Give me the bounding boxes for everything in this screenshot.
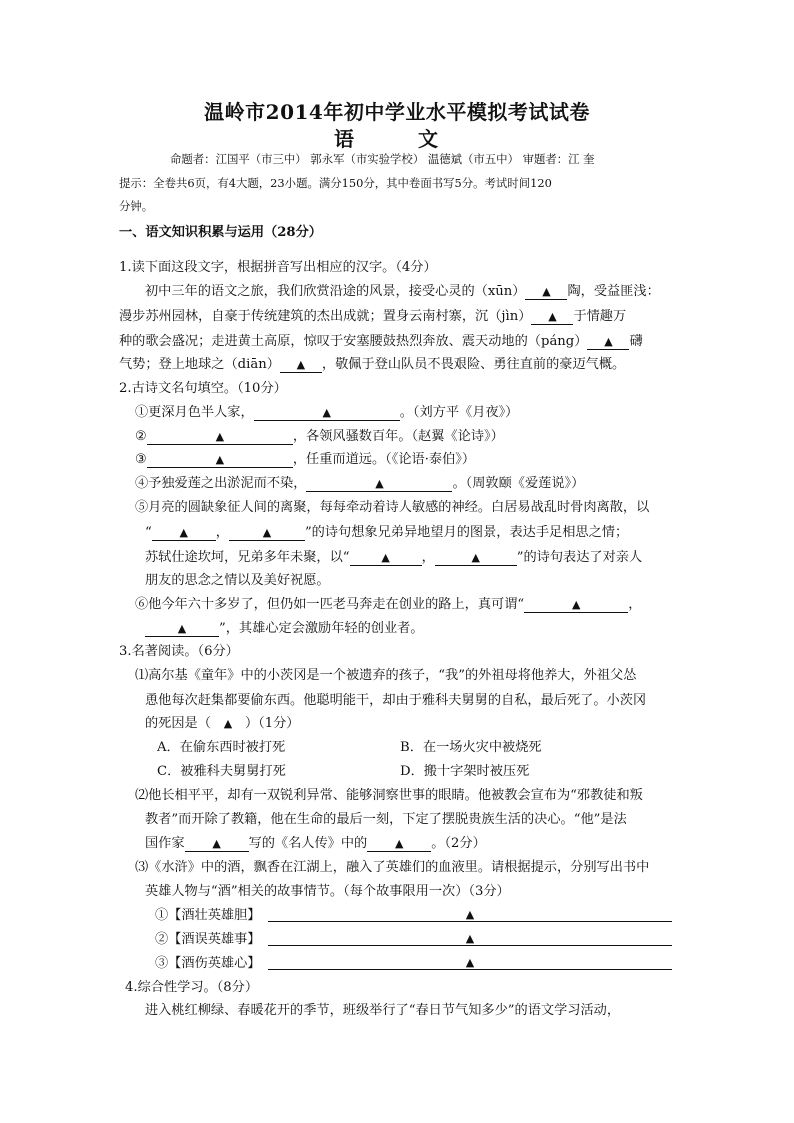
q4-heading: 4.综合性学习。（8分） bbox=[125, 980, 259, 995]
triangle-icon: ▲ bbox=[604, 335, 613, 348]
triangle-icon: ▲ bbox=[212, 837, 221, 850]
answer-line-1[interactable] bbox=[268, 907, 672, 922]
answer-blank[interactable] bbox=[350, 551, 422, 566]
q3-heading: 3.名著阅读。（6分） bbox=[119, 644, 239, 659]
q2-item-4: ④予独爱莲之出淤泥而不染， ▲ 。（周敦颐《爱莲说》） bbox=[135, 476, 585, 491]
authors-line: 命题者：江国平（市三中） 郭永军（市实验学校） 温德斌（市五中） 审题者：江 奎 bbox=[170, 152, 595, 166]
triangle-icon: ▲ bbox=[375, 477, 384, 490]
q2-item-5-line-2: “ ▲ ， ▲ ”的诗句想象兄弟异地望月的图景，表达手足相思之情； bbox=[145, 525, 629, 540]
triangle-icon: ▲ bbox=[179, 526, 188, 539]
q2-item-5-line-3: 苏轼仕途坎坷，兄弟多年未聚，以“ ▲ ， ▲ ”的诗句表达了对亲人 bbox=[145, 550, 643, 565]
answer-blank[interactable] bbox=[145, 622, 219, 637]
exam-title: 温岭市2014年初中学业水平模拟考试试卷 bbox=[204, 100, 590, 124]
answer-blank[interactable] bbox=[280, 358, 322, 373]
answer-blank[interactable] bbox=[531, 310, 573, 325]
answer-blank[interactable] bbox=[524, 598, 628, 613]
q3-part-1-line-3: 的死因是（ ▲ ）（1分） bbox=[145, 716, 300, 731]
triangle-icon: ▲ bbox=[465, 932, 475, 945]
q1-line-4: 气势；登上地球之（diān） ▲ ，敬佩于登山队员不畏艰险、勇往直前的豪迈气概。 bbox=[119, 357, 626, 372]
answer-blank[interactable] bbox=[367, 837, 431, 852]
q2-heading: 2.古诗文名句填空。（10分） bbox=[119, 381, 287, 396]
triangle-icon: ▲ bbox=[215, 430, 225, 443]
subject-title: 语 文 bbox=[334, 127, 460, 151]
triangle-icon: ▲ bbox=[395, 837, 404, 850]
answer-blank[interactable] bbox=[587, 335, 629, 350]
q2-item-1: ①更深月色半人家， ▲ 。（刘方平《月夜》） bbox=[135, 405, 519, 420]
triangle-icon: ▲ bbox=[215, 453, 225, 466]
triangle-icon: ▲ bbox=[296, 358, 306, 371]
triangle-icon: ▲ bbox=[542, 285, 551, 298]
triangle-icon: ▲ bbox=[262, 526, 272, 539]
triangle-icon: ▲ bbox=[322, 406, 331, 419]
triangle-icon: ▲ bbox=[571, 598, 581, 611]
answer-line-3[interactable] bbox=[268, 955, 672, 970]
q3-part-2-line-3: 国作家 ▲ 写的《名人传》中的 ▲ 。（2分） bbox=[145, 836, 486, 851]
triangle-icon: ▲ bbox=[471, 551, 480, 564]
q1-heading: 1.读下面这段文字，根据拼音写出相应的汉字。（4分） bbox=[119, 260, 437, 275]
answer-blank[interactable] bbox=[147, 430, 293, 445]
option-a: A．在偷东西时被打死 bbox=[157, 740, 286, 755]
triangle-icon: ▲ bbox=[223, 717, 233, 730]
q2-item-6-line-1: ⑥他今年六十多岁了，但仍如一匹老马奔走在创业的路上，真可谓“ ▲ ， bbox=[135, 597, 642, 612]
option-b: B．在一场火灾中被烧死 bbox=[400, 740, 542, 755]
option-c: C．被雅科夫舅舅打死 bbox=[157, 764, 286, 779]
q2-item-2: ② ▲ ，各领风骚数百年。（赵翼《论诗》） bbox=[135, 429, 504, 444]
story-label-2: ②【酒误英雄事】 bbox=[155, 932, 261, 947]
answer-blank[interactable] bbox=[525, 285, 567, 300]
triangle-icon: ▲ bbox=[465, 956, 475, 969]
q2-item-3: ③ ▲ ，任重而道远。（《论语·泰伯》） bbox=[135, 452, 476, 467]
answer-line-2[interactable] bbox=[268, 931, 672, 946]
answer-blank[interactable] bbox=[147, 453, 293, 468]
story-label-1: ①【酒壮英雄胆】 bbox=[155, 908, 261, 923]
answer-blank[interactable] bbox=[229, 526, 305, 541]
q3-part-1-line-2: 恿他每次赶集都要偷东西。他聪明能干，却由于雅科夫舅舅的自私，最后死了。小茨冈 bbox=[145, 693, 647, 708]
q2-item-5-line-4: 朋友的思念之情以及美好祝愿。 bbox=[145, 573, 330, 588]
story-label-3: ③【酒伤英雄心】 bbox=[155, 956, 261, 971]
answer-blank[interactable] bbox=[435, 551, 517, 566]
option-d: D．搬十字架时被压死 bbox=[400, 764, 530, 779]
triangle-icon: ▲ bbox=[548, 310, 557, 323]
q1-line-2: 漫步苏州园林，自豪于传统建筑的杰出成就；置身云南村寨，沉（jìn） ▲ 于情趣万 bbox=[119, 309, 627, 324]
q1-line-1: 初中三年的语文之旅，我们欣赏沿途的风景，接受心灵的（xūn） ▲ 陶，受益匪浅： bbox=[145, 284, 660, 299]
answer-blank[interactable] bbox=[152, 526, 216, 541]
q4-line-1: 进入桃红柳绿、春暖花开的季节，班级举行了“春日节气知多少”的语文学习活动， bbox=[145, 1003, 621, 1018]
answer-blank[interactable] bbox=[306, 477, 452, 492]
answer-blank[interactable] bbox=[185, 837, 249, 852]
q3-part-3-line-2: 英雄人物与“酒”相关的故事情节。（每个故事限用一次）（3分） bbox=[145, 884, 510, 899]
notice-line-2: 分钟。 bbox=[119, 199, 154, 213]
q2-item-5-line-1: ⑤月亮的圆缺象征人间的离聚，每每牵动着诗人敏感的神经。白居易战乱时骨肉离散，以 bbox=[135, 500, 650, 515]
triangle-icon: ▲ bbox=[465, 908, 475, 921]
triangle-icon: ▲ bbox=[177, 622, 187, 635]
section-heading-1: 一、语文知识积累与运用（28分） bbox=[119, 225, 322, 240]
q3-part-2-line-1: ⑵他长相平平，却有一双锐利异常、能够洞察世事的眼睛。他被教会宣布为“邪教徒和叛 bbox=[135, 788, 643, 803]
choice-blank[interactable] bbox=[211, 715, 245, 733]
answer-blank[interactable] bbox=[254, 406, 400, 421]
q1-line-3: 种的歌会盛况；走进黄土高原，惊叹于安塞腰鼓热烈奔放、震天动地的（páng） ▲ 礴 bbox=[119, 334, 643, 349]
q2-item-6-line-2: ▲ ”，其雄心定会激励年轻的创业者。 bbox=[145, 620, 424, 638]
q3-part-1-line-1: ⑴高尔基《童年》中的小茨冈是一个被遗弃的孩子，“我”的外祖母将他养大，外祖父怂 bbox=[135, 668, 637, 683]
q3-part-3-line-1: ⑶《水浒》中的酒，飘香在江湖上，融入了英雄们的血液里。请根据提示，分别写出书中 bbox=[135, 860, 650, 875]
notice-line-1: 提示：全卷共6页，有4大题，23小题。满分150分，其中卷面书写5分。考试时间120 bbox=[119, 176, 552, 190]
q3-part-2-line-2: 教者”而开除了教籍，他在生命的最后一刻，下定了摆脱贵族生活的决心。“他”是法 bbox=[145, 812, 627, 827]
triangle-icon: ▲ bbox=[381, 551, 390, 564]
